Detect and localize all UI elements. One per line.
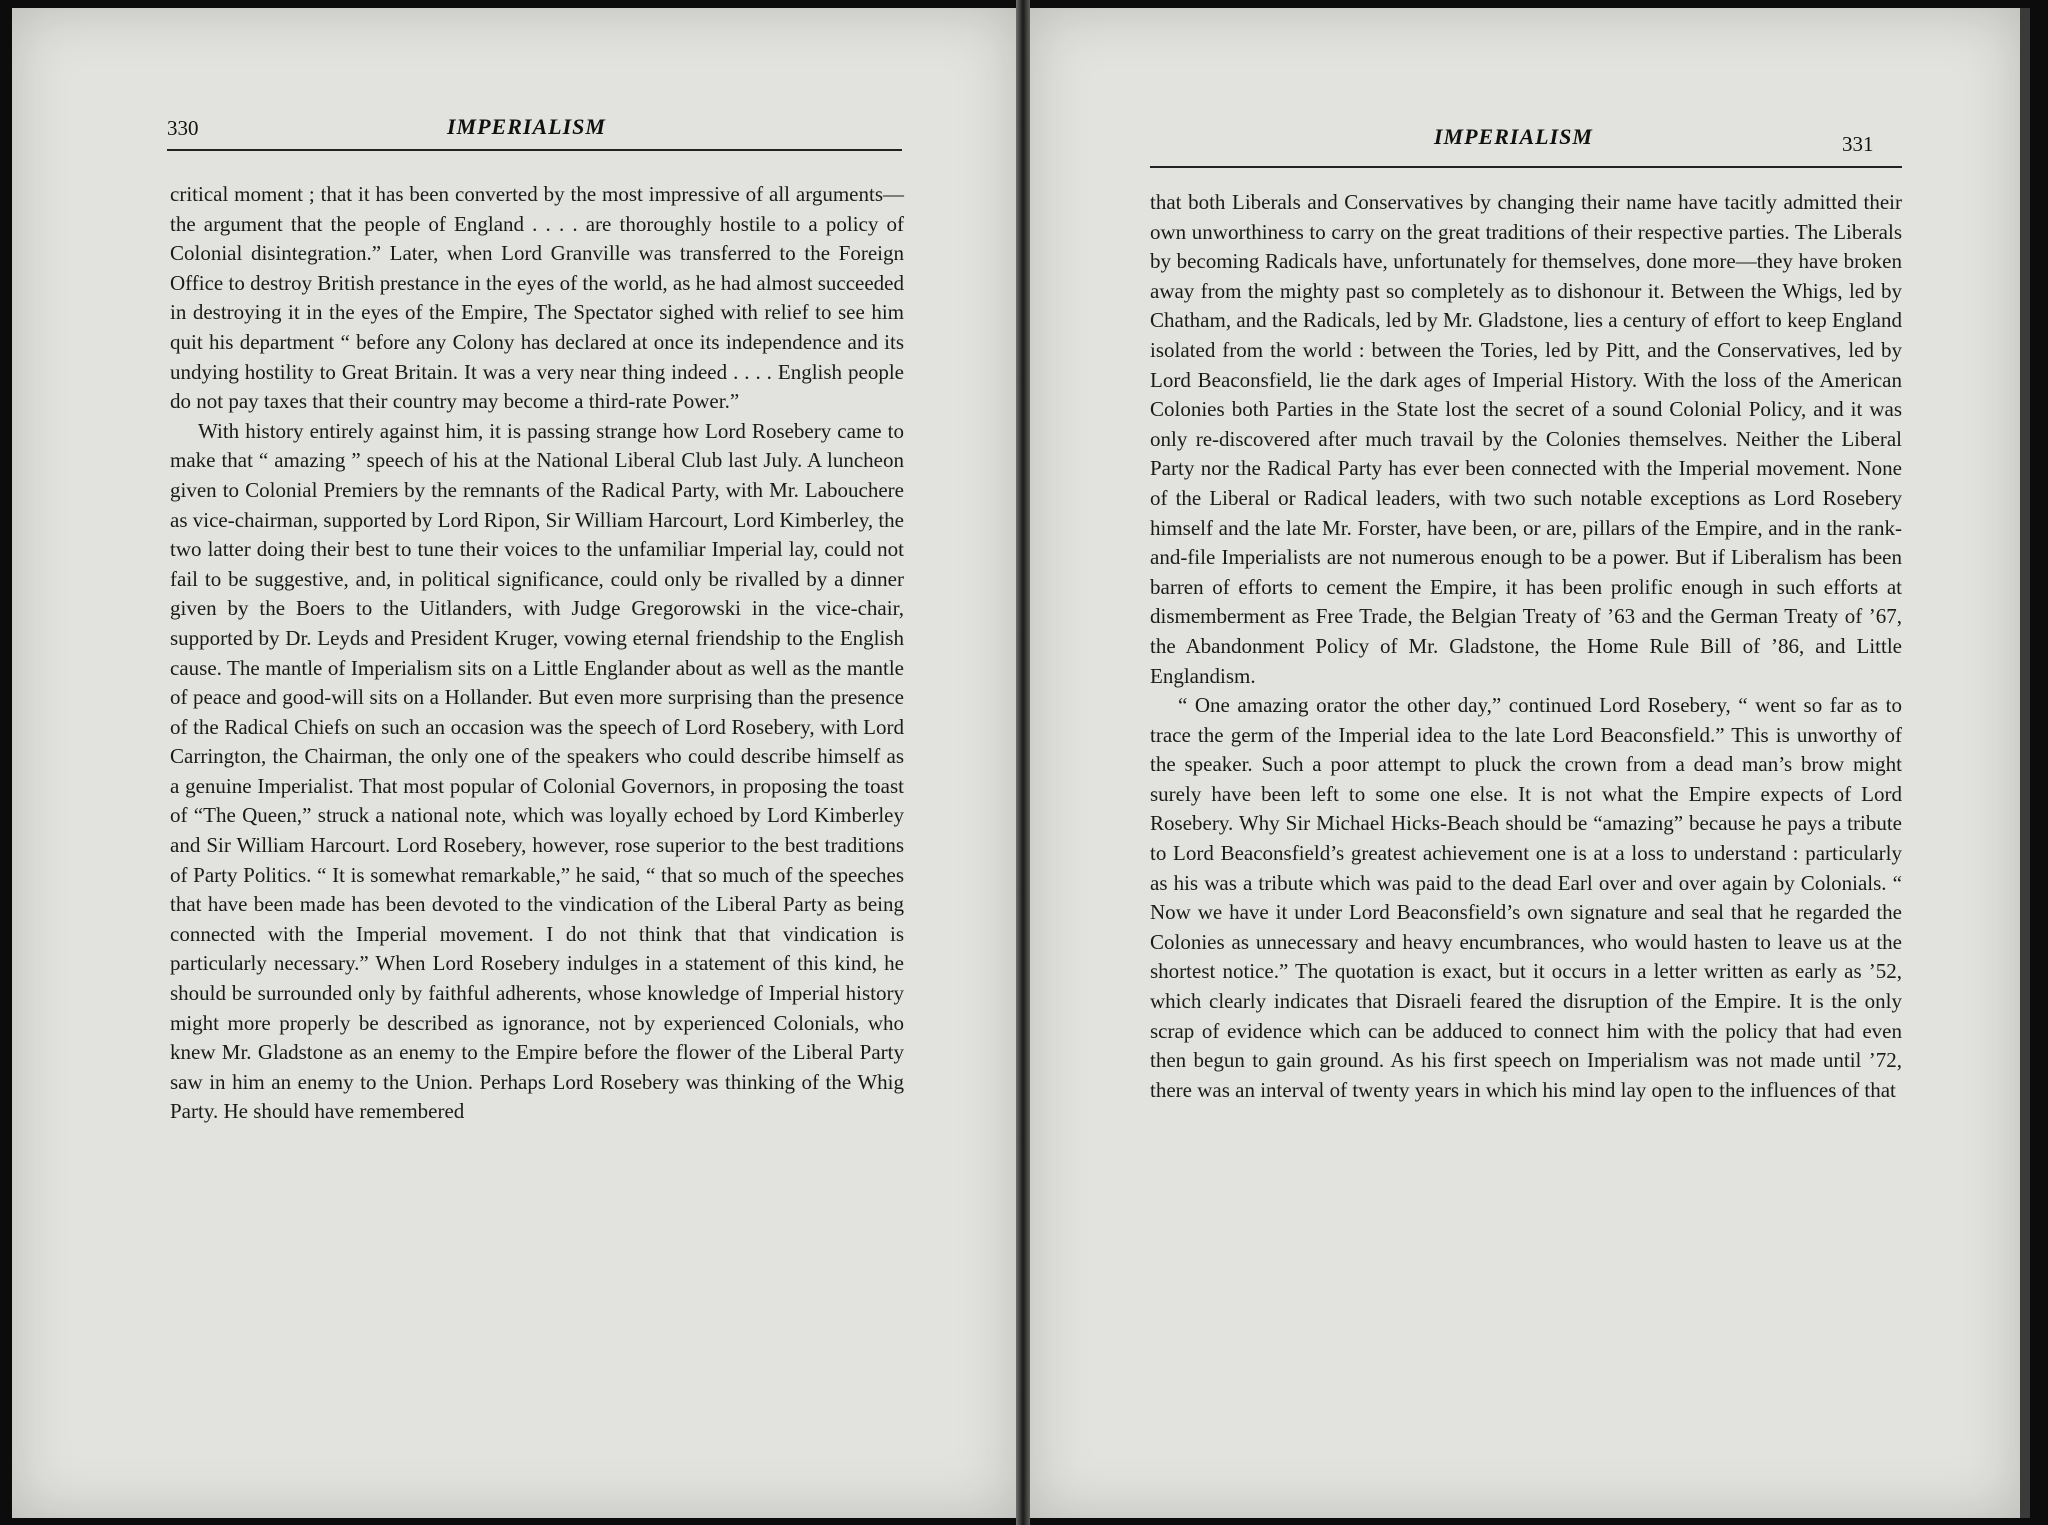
paragraph: that both Liberals and Conservatives by changing their name have tacitly admitted their own unworthiness to carry on the great traditions of their respective parties. The Liberals by becoming Radicals have, unfortunately for themselves, done more—they have broken away from the mighty past so completely as to dishonour it. Between the Whigs, led by Chatham, and the Radicals, led by Mr. Gladstone, lies a century of effort to keep England isolated from the world : between the Tories, led by Pitt, and the Conservatives, led by Lord Beaconsfield, lie the dark ages of Imperial History. With the loss of the American Colonies both Parties in the State lost the secret of a sound Colonial Policy, and it was only re-discovered after much travail by the Colonies themselves. Neither the Liberal Party nor the Radical Party has ever been connected with the Imperial movement. None of the Liberal or Radical leaders, with two such notable exceptions as Lord Rosebery himself and the late Mr. Forster, have been, or are, pillars of the Empire, and in the rank-and-file Imperialists are not numerous enough to be a power. But if Liberalism has been barren of efforts to cement the Empire, it has been prolific enough in such efforts at dismemberment as Free Trade, the Belgian Treaty of ’63 and the German Treaty of ’67, the Abandonment Policy of Mr. Gladstone, the Home Rule Bill of ’86, and Little Englandism. [1150, 190, 1902, 688]
page-number: 331 [1842, 132, 1874, 156]
running-title: IMPERIALISM [1434, 124, 1593, 149]
paragraph: With history entirely against him, it is passing strange how Lord Rosebery came to make that “ amazing ” speech of his at the National Liberal Club last July. A luncheon given to Colonial Premiers by the remnants of the Radical Party, with Mr. Labouchere as vice-chairman, supported by Lord Ripon, Sir William Harcourt, Lord Kimberley, the two latter doing their best to tune their voices to the unfamiliar Imperial lay, could not fail to be suggestive, and, in political significance, could only be rivalled by a dinner given by the Boers to the Uitlanders, with Judge Gregorowski in the vice-chair, supported by Dr. Leyds and President Kruger, vowing eternal friendship to the English cause. The mantle of Imperialism sits on a Little Englander about as well as the mantle of peace and good-will sits on a Hollander. But even more surprising than the presence of the Radical Chiefs on such an occasion was the speech of Lord Rosebery, with Lord Carrington, the Chairman, the only one of the speakers who could describe himself as a genuine Imperialist. That most popular of Colonial Governors, in proposing the toast of “The Queen,” struck a national note, which was loyally echoed by Lord Kimberley and Sir William Harcourt. Lord Rosebery, however, rose superior to the best traditions of Party Politics. “ It is somewhat remarkable,” he said, “ that so much of the speeches that have been made has been devoted to the vindication of the Liberal Party as being connected with the Imperial movement. I do not think that that vindication is particularly necessary.” When Lord Rosebery indulges in a statement of this kind, he should be surrounded only by faithful adherents, whose knowledge of Imperial history might more properly be described as ignorance, not by experienced Colonials, who knew Mr. Gladstone as an enemy to the Empire before the flower of the Liberal Party saw in him an enemy to the Union. Perhaps Lord Rosebery was thinking of the Whig Party. He should have remembered [170, 418, 904, 1124]
page-number: 330 [167, 116, 199, 140]
header-rule [167, 149, 902, 151]
paragraph: “ One amazing orator the other day,” continued Lord Rosebery, “ went so far as to trace the germ of the Imperial idea to the late Lord Beaconsfield.” This is unworthy of the speaker. Such a poor attempt to pluck the crown from a dead man’s brow might surely have been left to some one else. It is not what the Empire expects of Lord Rosebery. Why Sir Michael Hicks-Beach should be “amazing” because he pays a tribute to Lord Beaconsfield’s greatest achievement one is at a loss to understand : particularly as his was a tribute which was paid to the dead Earl over and over again by Colonials. “ Now we have it under Lord Beaconsfield’s own signature and seal that he regarded the Colonies as unnecessary and heavy encumbrances, who would hasten to leave us at the shortest notice.” The quotation is exact, but it occurs in a letter written as early as ’52, which clearly indicates that Disraeli feared the disruption of the Empire. It is the only scrap of evidence which can be adduced to connect him with the policy that had even then begun to gain ground. As his first speech on Imperialism was not made until ’72, there was an interval of twenty years in which his mind lay open to the influences of that [1150, 693, 1902, 1102]
paragraph: critical moment ; that it has been converted by the most impressive of all arguments—the argument that the people of England . . . . are thoroughly hostile to a policy of Colonial disintegration.” Later, when Lord Granville was transferred to the Foreign Office to destroy British prestance in the eyes of the world, as he had almost succeeded in destroying it in the eyes of the Empire, The Spectator sighed with relief to see him quit his department “ before any Colony has declared at once its independence and its undying hostility to Great Britain. It was a very near thing indeed . . . . English people do not pay taxes that their country may become a third-rate Power.” [170, 182, 904, 414]
left-page-body [170, 180, 904, 1127]
right-page [1030, 8, 2020, 1518]
book-gutter [1016, 0, 1030, 1525]
header-rule [1150, 166, 1902, 168]
book-edge [2020, 8, 2030, 1518]
left-page [12, 8, 1016, 1518]
right-page-body [1150, 188, 1902, 1105]
running-title: IMPERIALISM [447, 114, 606, 139]
